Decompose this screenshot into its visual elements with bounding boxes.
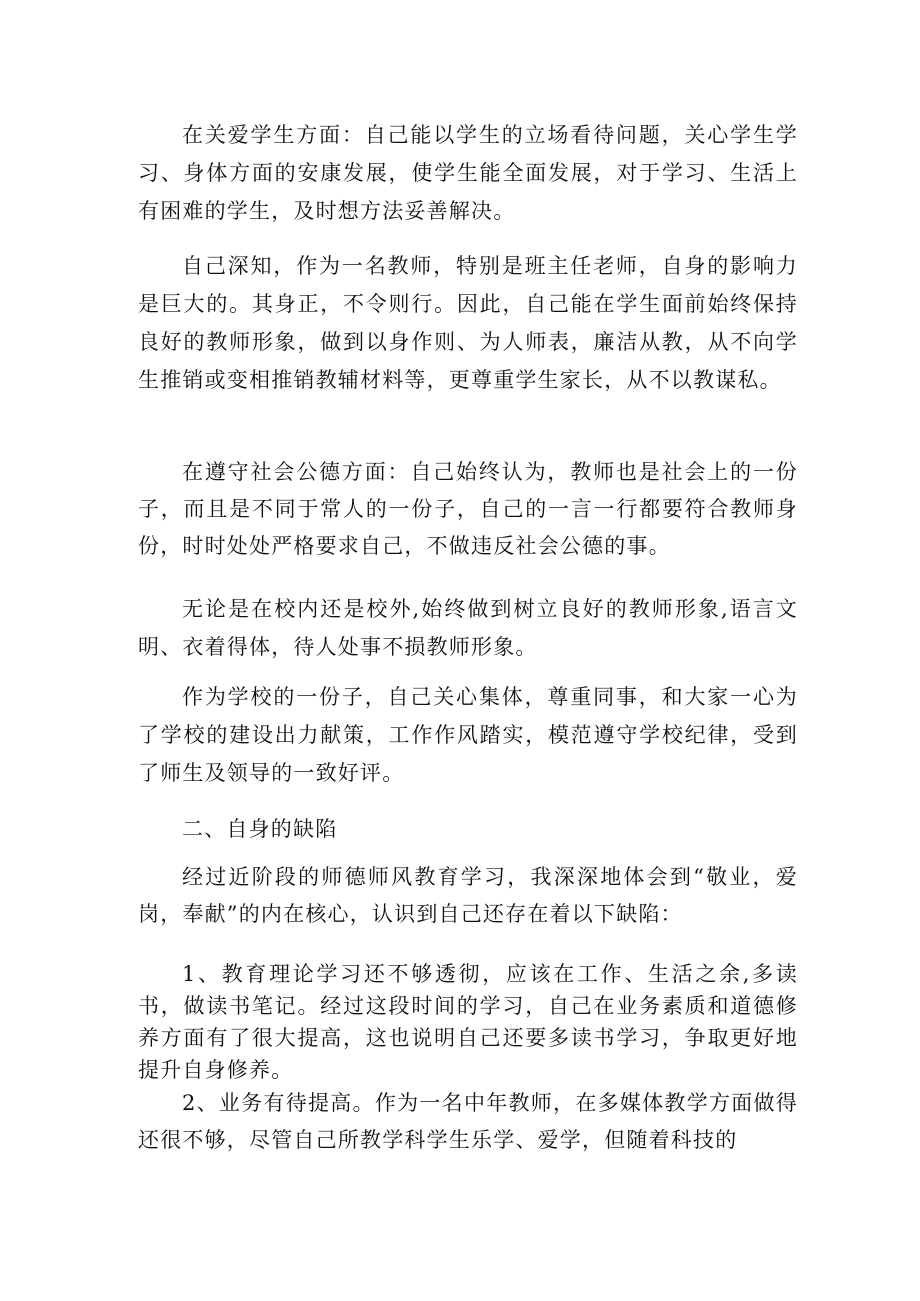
paragraph-caring-for-students: 在关爱学生方面：自己能以学生的立场看待问题，关心学生学习、身体方面的安康发展，使学生能全面发展，对于学习、生活上有困难的学生，及时想方法妥善解决。 — [138, 123, 798, 223]
paragraph-school-member: 作为学校的一份子，自己关心集体，尊重同事，和大家一心为了学校的建设出力献策，工作作风踏实，模范遵守学校纪律，受到了师生及领导的一致好评。 — [138, 685, 798, 785]
paragraph-teacher-influence: 自己深知，作为一名教师，特别是班主任老师，自身的影响力是巨大的。其身正，不令则行。因此，自己能在学生面前始终保持良好的教师形象，做到以身作则、为人师表，廉洁从教，从不向学生推销或变相推销教辅材料等，更尊重学生家长，从不以教谋私。 — [138, 254, 798, 392]
section-heading-shortcomings: 二、自身的缺陷 — [182, 817, 338, 841]
list-item-theory-study: 1、教育理论学习还不够透彻，应该在工作、生活之余,多读书，做读书笔记。经过这段时间的学习，自己在业务素质和道德修养方面有了很大提高，这也说明自己还要多读书学习，争取更好地提升自身修养。 — [138, 962, 798, 1082]
paragraph-study-reflection: 经过近阶段的师德师风教育学习，我深深地体会到“敬业，爱岗，奉献”的内在核心，认识到自己还存在着以下缺陷： — [138, 865, 798, 926]
list-item-business-improvement: 2、业务有待提高。作为一名中年教师，在多媒体教学方面做得还很不够，尽管自己所教学科学生乐学、爱学，但随着科技的 — [138, 1091, 798, 1152]
paragraph-social-morality: 在遵守社会公德方面：自己始终认为，教师也是社会上的一份子，而且是不同于常人的一份子，自己的一言一行都要符合教师身份，时时处处严格要求自己，不做违反社会公德的事。 — [138, 460, 798, 558]
paragraph-teacher-image: 无论是在校内还是校外,始终做到树立良好的教师形象,语言文明、衣着得体，待人处事不损教师形象。 — [138, 597, 798, 659]
